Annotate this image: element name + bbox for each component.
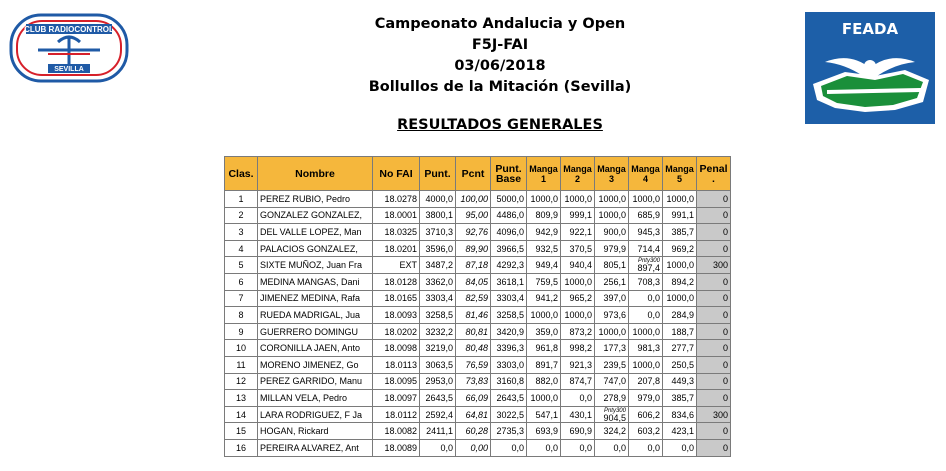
cell-clas: 15 [225,423,258,440]
cell-manga-4 [629,257,663,274]
cell-manga-2: 940,4 [561,257,595,274]
cell-manga-4: 0,0 [629,307,663,324]
cell-manga-4: 708,3 [629,273,663,290]
cell-punt-base: 4292,3 [491,257,527,274]
cell-nombre: SIXTE MUÑOZ, Juan Fra [258,257,373,274]
cell-manga-1: 759,5 [527,273,561,290]
cell-nombre: HOGAN, Rickard [258,423,373,440]
cell-punt-base: 3258,5 [491,307,527,324]
cell-nombre: MILLAN VELA, Pedro [258,390,373,407]
section-title: RESULTADOS GENERALES [397,117,603,133]
cell-manga-1: 891,7 [527,356,561,373]
cell-penal: 300 [697,406,731,423]
cell-clas: 4 [225,240,258,257]
cell-manga-4: 981,3 [629,340,663,357]
cell-manga-4: 979,0 [629,390,663,407]
cell-nombre: MEDINA MANGAS, Dani [258,273,373,290]
cell-clas: 13 [225,390,258,407]
cell-penal: 0 [697,439,731,456]
cell-manga-4: 1000,0 [629,356,663,373]
cell-punt-base: 4096,0 [491,224,527,241]
cell-manga-2: 1000,0 [561,307,595,324]
cell-no-fai: 18.0089 [373,439,420,456]
cell-manga-2: 874,7 [561,373,595,390]
cell-manga-5: 385,7 [663,224,697,241]
cell-manga-5: 250,5 [663,356,697,373]
cell-punt: 3303,4 [420,290,456,307]
cell-punt-base: 2643,5 [491,390,527,407]
cell-penal: 0 [697,390,731,407]
cell-manga-5: 385,7 [663,390,697,407]
cell-manga-5: 991,1 [663,207,697,224]
cell-punt: 0,0 [420,439,456,456]
cell-clas: 16 [225,439,258,456]
cell-clas: 2 [225,207,258,224]
cell-punt-base: 4486,0 [491,207,527,224]
cell-manga-2: 0,0 [561,390,595,407]
title-line-2: F5J-FAI [471,37,529,53]
cell-no-fai: 18.0093 [373,307,420,324]
cell-nombre: CORONILLA JAEN, Anto [258,340,373,357]
cell-manga-1: 809,9 [527,207,561,224]
col-pcnt: Pcnt [456,157,491,191]
col-penal: Penal . [697,157,731,191]
cell-punt: 3219,0 [420,340,456,357]
cell-manga-1: 547,1 [527,406,561,423]
cell-manga-5: 449,3 [663,373,697,390]
col-manga-2: Manga 2 [561,157,595,191]
cell-manga-2: 1000,0 [561,191,595,208]
cell-manga-5: 894,2 [663,273,697,290]
cell-punt: 3487,2 [420,257,456,274]
feada-logo-text: FEADA [841,20,899,38]
cell-manga-1: 1000,0 [527,390,561,407]
cell-manga-5: 188,7 [663,323,697,340]
cell-no-fai: 18.0082 [373,423,420,440]
cell-pcnt: 80,48 [456,340,491,357]
cell-nombre: MORENO JIMENEZ, Go [258,356,373,373]
results-table [224,156,731,457]
cell-penal: 0 [697,323,731,340]
cell-pcnt: 95,00 [456,207,491,224]
cell-manga-2: 922,1 [561,224,595,241]
feada-logo [805,12,935,124]
cell-manga-2: 873,2 [561,323,595,340]
cell-punt-base: 3022,5 [491,406,527,423]
cell-manga-2: 1000,0 [561,273,595,290]
cell-manga-3: 324,2 [595,423,629,440]
cell-manga-1: 949,4 [527,257,561,274]
cell-nombre: GONZALEZ GONZALEZ, [258,207,373,224]
cell-punt: 3063,5 [420,356,456,373]
cell-no-fai: 18.0165 [373,290,420,307]
cell-manga-1: 693,9 [527,423,561,440]
cell-punt-base: 3160,8 [491,373,527,390]
col-manga-3: Manga 3 [595,157,629,191]
cell-manga-3 [595,406,629,423]
cell-no-fai: 18.0112 [373,406,420,423]
cell-no-fai: EXT [373,257,420,274]
cell-punt: 3258,5 [420,307,456,324]
table-row [225,390,731,407]
logo-text-line2: SEVILLA [54,66,84,73]
table-row [225,323,731,340]
cell-no-fai: 18.0098 [373,340,420,357]
cell-manga-3: 973,6 [595,307,629,324]
cell-clas: 7 [225,290,258,307]
table-row [225,439,731,456]
table-row [225,340,731,357]
cell-nombre: RUEDA MADRIGAL, Jua [258,307,373,324]
col-no-fai: No FAI [373,157,420,191]
cell-pcnt: 81,46 [456,307,491,324]
cell-clas: 5 [225,257,258,274]
table-row [225,257,731,274]
cell-penal: 0 [697,207,731,224]
cell-penal: 0 [697,340,731,357]
cell-clas: 10 [225,340,258,357]
penalty-note-stack [637,258,660,272]
cell-punt: 3800,1 [420,207,456,224]
cell-clas: 11 [225,356,258,373]
table-row [225,207,731,224]
cell-manga-2: 921,3 [561,356,595,373]
championship-title [300,14,700,98]
cell-manga-2: 998,2 [561,340,595,357]
score-value: 904,5 [603,412,626,423]
cell-nombre: PEREZ RUBIO, Pedro [258,191,373,208]
cell-punt: 3362,0 [420,273,456,290]
cell-clas: 3 [225,224,258,241]
cell-punt-base: 3303,4 [491,290,527,307]
cell-penal: 0 [697,356,731,373]
cell-manga-4: 606,2 [629,406,663,423]
cell-manga-3: 900,0 [595,224,629,241]
col-manga-1: Manga 1 [527,157,561,191]
cell-manga-2: 0,0 [561,439,595,456]
title-line-1: Campeonato Andalucia y Open [374,16,626,32]
results-body [225,191,731,457]
cell-manga-3: 1000,0 [595,207,629,224]
cell-manga-4: 603,2 [629,423,663,440]
cell-pcnt: 100,00 [456,191,491,208]
cell-punt: 4000,0 [420,191,456,208]
penalty-note: Pnty300 [603,407,626,414]
cell-manga-3: 278,9 [595,390,629,407]
table-row [225,423,731,440]
cell-punt: 3232,2 [420,323,456,340]
cell-manga-3: 1000,0 [595,323,629,340]
cell-penal: 0 [697,373,731,390]
score-value: 897,4 [637,263,660,274]
cell-manga-2: 370,5 [561,240,595,257]
col-punt-base: Punt. Base [491,157,527,191]
table-row [225,373,731,390]
cell-punt: 3596,0 [420,240,456,257]
cell-manga-1: 961,8 [527,340,561,357]
cell-nombre: GUERRERO DOMINGU [258,323,373,340]
cell-nombre: PEREZ GARRIDO, Manu [258,373,373,390]
table-row [225,307,731,324]
cell-nombre: PEREIRA ALVAREZ, Ant [258,439,373,456]
cell-manga-3: 256,1 [595,273,629,290]
cell-penal: 300 [697,257,731,274]
cell-punt-base: 3303,0 [491,356,527,373]
cell-pcnt: 82,59 [456,290,491,307]
cell-manga-3: 239,5 [595,356,629,373]
cell-manga-4: 685,9 [629,207,663,224]
table-row [225,240,731,257]
table-row [225,273,731,290]
cell-punt-base: 3966,5 [491,240,527,257]
cell-manga-3: 0,0 [595,439,629,456]
cell-clas: 9 [225,323,258,340]
cell-pcnt: 92,76 [456,224,491,241]
cell-punt-base: 2735,3 [491,423,527,440]
cell-pcnt: 87,18 [456,257,491,274]
table-row [225,290,731,307]
title-line-3: 03/06/2018 [454,58,546,74]
cell-clas: 8 [225,307,258,324]
cell-manga-5: 1000,0 [663,290,697,307]
cell-clas: 12 [225,373,258,390]
cell-manga-1: 941,2 [527,290,561,307]
cell-manga-2: 430,1 [561,406,595,423]
cell-penal: 0 [697,224,731,241]
cell-punt: 2953,0 [420,373,456,390]
cell-manga-3: 397,0 [595,290,629,307]
cell-manga-3: 805,1 [595,257,629,274]
cell-nombre: JIMENEZ MEDINA, Rafa [258,290,373,307]
cell-manga-4: 0,0 [629,439,663,456]
cell-pcnt: 73,83 [456,373,491,390]
cell-manga-1: 942,9 [527,224,561,241]
table-row [225,406,731,423]
penalty-note: Pnty300 [637,258,660,265]
title-line-4: Bollullos de la Mitación (Sevilla) [368,79,632,95]
cell-punt-base: 3396,3 [491,340,527,357]
cell-manga-5: 423,1 [663,423,697,440]
cell-manga-2: 999,1 [561,207,595,224]
cell-no-fai: 18.0097 [373,390,420,407]
cell-punt-base: 3618,1 [491,273,527,290]
cell-pcnt: 0,00 [456,439,491,456]
cell-penal: 0 [697,240,731,257]
cell-manga-4: 0,0 [629,290,663,307]
cell-penal: 0 [697,191,731,208]
cell-clas: 14 [225,406,258,423]
cell-manga-4: 714,4 [629,240,663,257]
cell-manga-3: 1000,0 [595,191,629,208]
cell-no-fai: 18.0128 [373,273,420,290]
cell-manga-5: 969,2 [663,240,697,257]
cell-punt: 2643,5 [420,390,456,407]
cell-punt-base: 5000,0 [491,191,527,208]
club-radiocontrol-logo [8,12,130,84]
cell-nombre: PALACIOS GONZALEZ, [258,240,373,257]
col-punt: Punt. [420,157,456,191]
cell-no-fai: 18.0113 [373,356,420,373]
cell-manga-1: 359,0 [527,323,561,340]
penalty-note-stack [603,408,626,422]
cell-pcnt: 66,09 [456,390,491,407]
col-manga-4: Manga 4 [629,157,663,191]
cell-clas: 1 [225,191,258,208]
cell-manga-4: 1000,0 [629,191,663,208]
cell-penal: 0 [697,423,731,440]
cell-pcnt: 80,81 [456,323,491,340]
table-row [225,224,731,241]
logo-text-line1: CLUB RADIOCONTROL [24,25,114,34]
document-header [0,0,946,133]
cell-punt: 3710,3 [420,224,456,241]
cell-manga-3: 177,3 [595,340,629,357]
cell-pcnt: 84,05 [456,273,491,290]
cell-clas: 6 [225,273,258,290]
cell-manga-5: 284,9 [663,307,697,324]
cell-no-fai: 18.0278 [373,191,420,208]
cell-manga-1: 1000,0 [527,191,561,208]
cell-no-fai: 18.0325 [373,224,420,241]
cell-pcnt: 60,28 [456,423,491,440]
col-nombre: Nombre [258,157,373,191]
table-row [225,356,731,373]
table-row [225,191,731,208]
cell-manga-3: 979,9 [595,240,629,257]
cell-manga-1: 882,0 [527,373,561,390]
cell-manga-1: 0,0 [527,439,561,456]
cell-manga-5: 0,0 [663,439,697,456]
cell-manga-5: 1000,0 [663,191,697,208]
cell-penal: 0 [697,307,731,324]
cell-pcnt: 64,81 [456,406,491,423]
cell-manga-1: 1000,0 [527,307,561,324]
cell-no-fai: 18.0095 [373,373,420,390]
cell-manga-1: 932,5 [527,240,561,257]
cell-manga-5: 1000,0 [663,257,697,274]
cell-manga-2: 965,2 [561,290,595,307]
cell-penal: 0 [697,290,731,307]
cell-manga-4: 1000,0 [629,323,663,340]
col-clas: Clas. [225,157,258,191]
cell-punt: 2592,4 [420,406,456,423]
cell-manga-5: 834,6 [663,406,697,423]
table-header-row [225,157,731,191]
cell-no-fai: 18.0001 [373,207,420,224]
cell-nombre: DEL VALLE LOPEZ, Man [258,224,373,241]
cell-pcnt: 89,90 [456,240,491,257]
col-manga-5: Manga 5 [663,157,697,191]
cell-punt: 2411,1 [420,423,456,440]
cell-manga-4: 207,8 [629,373,663,390]
cell-nombre: LARA RODRIGUEZ, F Ja [258,406,373,423]
cell-manga-4: 945,3 [629,224,663,241]
cell-manga-2: 690,9 [561,423,595,440]
cell-no-fai: 18.0201 [373,240,420,257]
cell-punt-base: 0,0 [491,439,527,456]
cell-punt-base: 3420,9 [491,323,527,340]
cell-pcnt: 76,59 [456,356,491,373]
cell-penal: 0 [697,273,731,290]
cell-no-fai: 18.0202 [373,323,420,340]
cell-manga-5: 277,7 [663,340,697,357]
cell-manga-3: 747,0 [595,373,629,390]
